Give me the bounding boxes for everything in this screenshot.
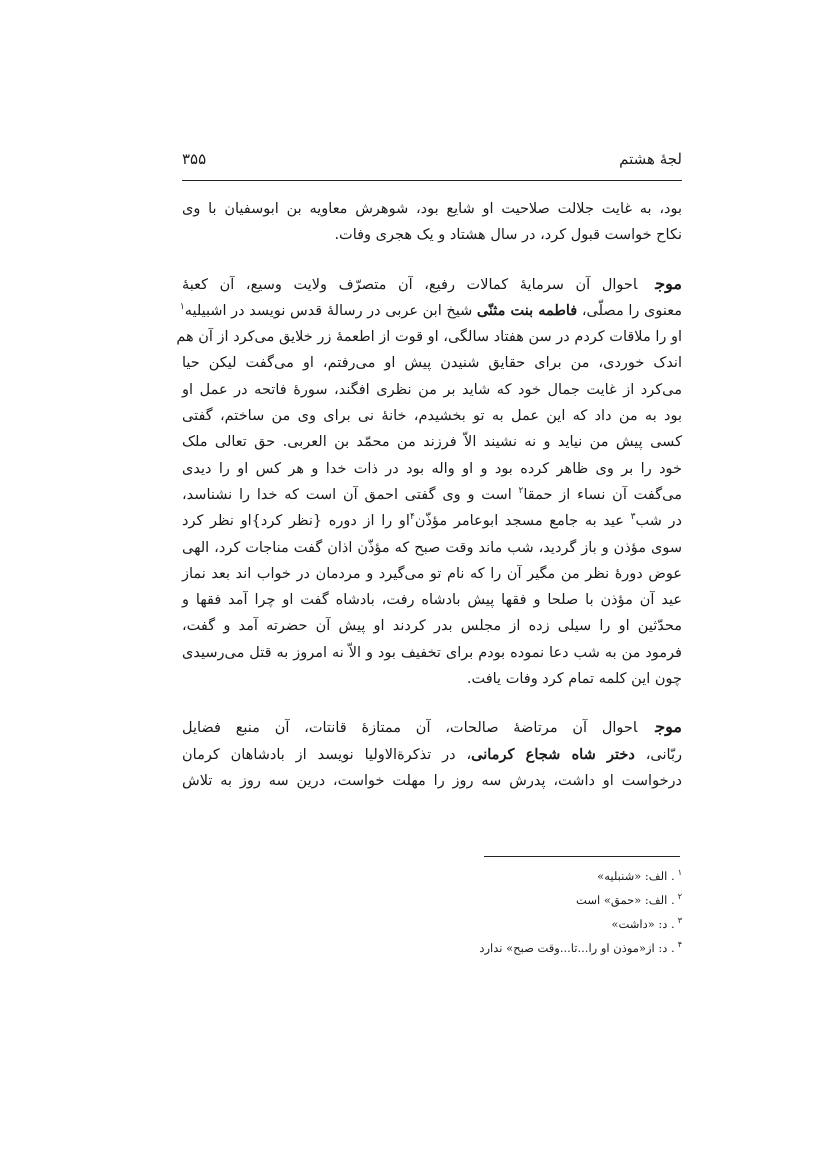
text-line: اندک خوردی، من برای حقایق شنیدن پیش او می‌رفتم، او می‌گفت لیکن حیا — [182, 355, 682, 372]
text-line — [182, 271, 682, 298]
footnote — [282, 888, 682, 912]
text-line — [182, 742, 682, 768]
text-line: عید آن مؤذن با صلحا و فقها پیش بادشاه رفت، بادشاه گفت او چرا آمد فقها و — [182, 592, 682, 609]
running-head: لجۀ هشتم — [619, 150, 682, 168]
line-text: ربّانی، — [634, 746, 682, 763]
line-text: احوال آن مرتاضۀ صالحات، آن ممتازۀ قانتات، آن منبع فضایل — [182, 720, 638, 737]
text-line: عوض دورۀ نظر من مگیر آن را که نام تو می‌گیرد و مردمان در خواب اند بعد نماز — [182, 565, 682, 582]
line-text: معنوی را مصلّی، — [577, 302, 682, 319]
footnote-text: . الف: «شنبلیه» — [597, 869, 675, 883]
line-text: می‌گفت آن نساء از حمقا — [523, 486, 683, 503]
person-name: دختر شاه شجاع کرمانی — [471, 745, 635, 763]
paragraph-2 — [176, 271, 683, 693]
footnote-number: ۳ — [677, 916, 682, 926]
text-line: سوی مؤذن و باز گردید، شب ماند وقت صبح که مؤذّن اذان گفت مناجات کرد، الهی — [182, 539, 682, 556]
page-header — [182, 150, 682, 174]
text-line: او را ملاقات کردم در سن هفتاد سالگی، او قوت از اطعمۀ زر خلایق می‌کرد از آن هم — [176, 329, 682, 346]
text-line: بود به من داد که این عمل به تو بخشیدم، خانۀ نی برای وی من ساختم، گفتی — [182, 408, 682, 425]
footnote — [282, 864, 682, 888]
page-number: ۳۵۵ — [182, 150, 207, 168]
header-rule — [182, 180, 682, 181]
text-line: کسی پیش من نیاید و نه نشیند الاّ فرزند من محمّد بن العربی. حق تعالی ملک — [182, 434, 682, 451]
footnote-ref: ۴ — [409, 512, 415, 523]
text-line: نکاح خواست قبول کرد، در سال هشتاد و یک هجری وفات. — [334, 227, 682, 244]
line-text: ، در تذکرةالاولیا نویسد از بادشاهان کرمان — [182, 746, 472, 763]
footnote-ref: ۳ — [630, 512, 636, 523]
footnote-text: . د: از«موذن او را...تا...وقت صبح» ندارد — [479, 941, 675, 955]
text-line — [182, 714, 682, 741]
text-line: درخواست او داشت، پدرش سه روز را مهلت خواست، درین سه روز به تلاش — [182, 772, 682, 789]
line-text: شیخ ابن عربی در رسالۀ قدس نویسد در اشبیلیه — [184, 302, 477, 319]
footnote — [282, 936, 682, 960]
footnotes — [282, 864, 682, 960]
text-line: بود، به غایت جلالت صلاحیت او شایع بود، شوهرش معاویه بن ابوسفیان با وی — [182, 201, 682, 217]
line-text: عید به جامع مسجد ابوعامر مؤذّن — [414, 513, 631, 530]
footnote-number: ۲ — [677, 892, 682, 902]
text-line: خود را بر وی ظاهر کرده بود و او واله بود در ذات خدا و هر کس او را دیدی — [182, 460, 682, 477]
footnote-ref: ۱ — [179, 302, 185, 313]
text-line: می‌کرد از غایت جمال خود که شاید بر من نظری افگند، سورۀ فاتحه در عمل او — [182, 381, 682, 398]
footnote-ref: ۲ — [518, 486, 524, 497]
section-marker: موج — [655, 273, 682, 293]
text-line — [182, 482, 682, 508]
footnote-text: . د: «داشت» — [611, 917, 675, 931]
text-line: فرمود من به شب دعا نموده بودم برای تخفیف بود و الاّ نه امروز به قتل می‌رسیدی — [182, 644, 682, 661]
line-text: احوال آن سرمایۀ کمالات رفیع، آن متصرّف ولایت وسیع، آن کعبۀ — [182, 276, 638, 293]
footnote — [282, 912, 682, 936]
footnote-rule — [484, 856, 680, 857]
footnote-number: ۱ — [677, 868, 682, 878]
person-name: فاطمه بنت مثنّی — [476, 301, 578, 319]
text-line — [179, 298, 682, 324]
text-line: چون این کلمه تمام کرد وفات یافت. — [466, 671, 682, 688]
body-text — [176, 196, 683, 794]
text-line: محدّثین او را سیلی زده از مجلس بدر کردند او پیش آن حضرته آمد و گفت، — [182, 618, 682, 635]
section-marker: موج — [655, 717, 682, 737]
line-text: در شب — [635, 513, 682, 530]
line-text: او را از دوره {نظر کرد}او نظر کرد — [182, 513, 410, 530]
footnote-number: ۴ — [677, 940, 682, 950]
footnote-text: . الف: «حمق» است — [576, 893, 675, 907]
paragraph-1 — [182, 196, 682, 249]
line-text: است و وی گفتی احمق آن است که خدا را نشناسد، — [182, 486, 519, 503]
text-line — [182, 508, 682, 534]
paragraph-3 — [182, 714, 682, 794]
